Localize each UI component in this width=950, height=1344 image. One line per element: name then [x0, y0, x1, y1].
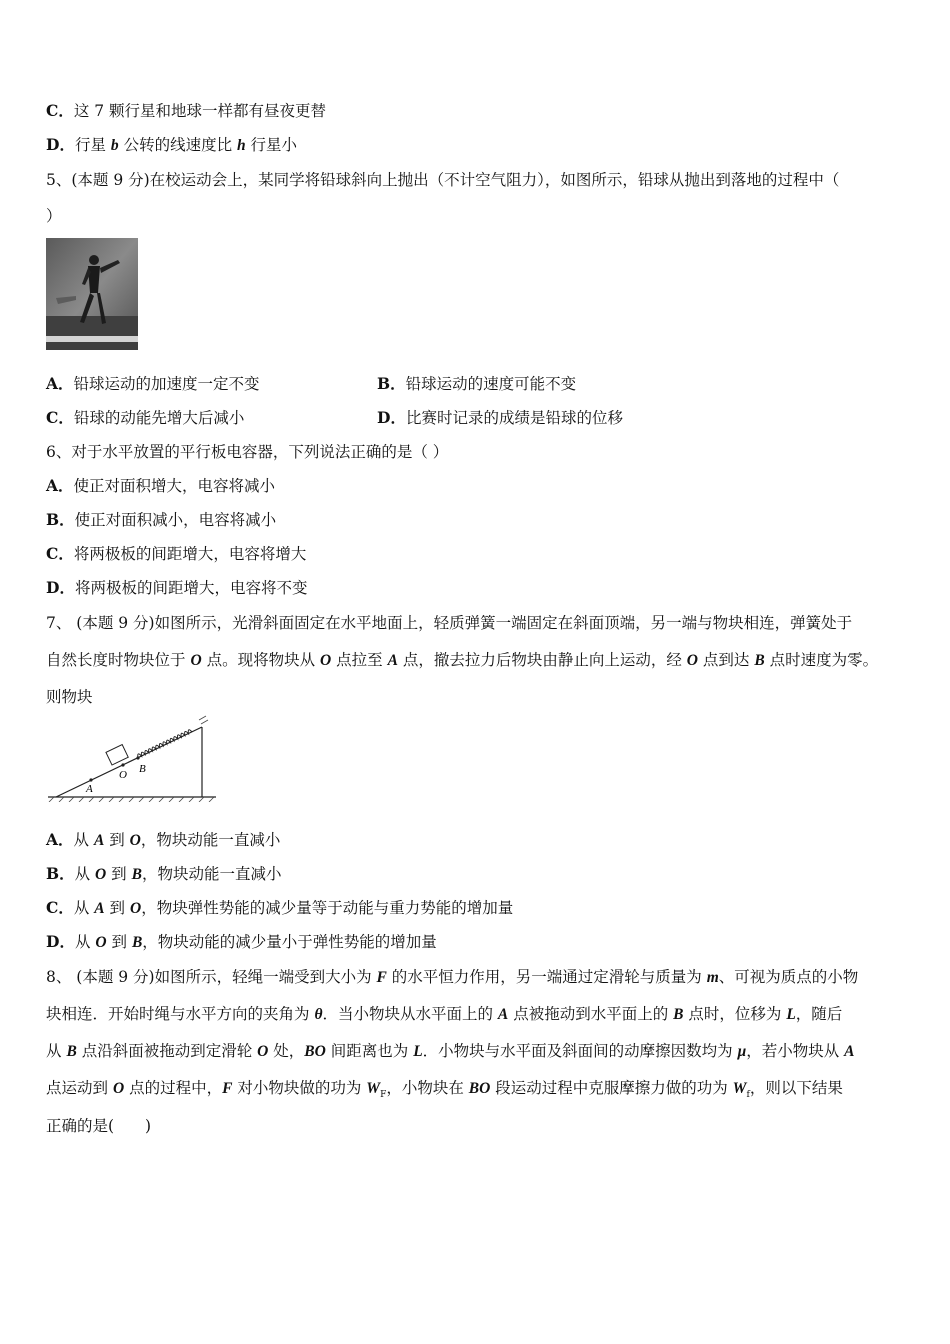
shot-put-photo — [46, 238, 138, 350]
spring — [136, 729, 192, 758]
q8-stem-line3: 从 B 点沿斜面被拖动到定滑轮 O 处，BO 间距离也为 L．小物块与水平面及斜面间的动摩擦因数均为 μ，若小物块从 A — [46, 1042, 855, 1060]
q6-option-c: C．将两极板的间距增大，电容将增大 — [46, 544, 307, 563]
option-label: B． — [377, 374, 406, 393]
q7-option-d: D．从 O 到 B，物块动能的减少量小于弹性势能的增加量 — [46, 932, 437, 951]
option-label: C． — [46, 101, 74, 120]
option-label: A． — [46, 374, 74, 393]
q5-option-b: B．铅球运动的速度可能不变 — [377, 374, 577, 393]
q7-stem-line1: 7、 (本题 9 分)如图所示，光滑斜面固定在水平地面上，轻质弹簧一端固定在斜面顶端，另一端与物块相连，弹簧处于 — [46, 614, 853, 632]
q8-stem-line2: 块相连．开始时绳与水平方向的夹角为 θ．当小物块从水平面上的 A 点被拖动到水平面上的 B 点时，位移为 L，随后 — [46, 1005, 843, 1023]
incline-surface — [56, 727, 202, 797]
fixture-hatch — [199, 716, 208, 724]
q6-stem: 6、对于水平放置的平行板电容器，下列说法正确的是（ ） — [46, 443, 449, 461]
option-label: D． — [377, 408, 406, 427]
q7-stem-line2: 自然长度时物块位于 O 点。现将物块从 O 点拉至 A 点，撤去拉力后物块由静止向上运动，经 O 点到达 B 点时速度为零。 — [46, 651, 879, 669]
q8-stem-line5: 正确的是( ) — [46, 1117, 152, 1135]
option-label: A． — [46, 476, 74, 495]
option-label: C． — [46, 408, 74, 427]
label-o: O — [119, 769, 127, 781]
q4-option-d: D．行星 b 公转的线速度比 h 行星小 — [46, 135, 298, 154]
q7-option-b: B．从 O 到 B，物块动能一直减小 — [46, 864, 282, 883]
option-label: C． — [46, 544, 74, 563]
point-b-dot — [136, 756, 139, 759]
option-label: D． — [46, 135, 75, 154]
q5-stem-cont: ） — [46, 207, 62, 225]
q4-option-c: C．这 7 颗行星和地球一样都有昼夜更替 — [46, 101, 327, 120]
option-label: A． — [46, 830, 74, 849]
block — [106, 745, 128, 765]
incline-spring-diagram — [46, 712, 221, 802]
q5-option-c: C．铅球的动能先增大后减小 — [46, 408, 245, 427]
option-label: B． — [46, 864, 75, 883]
option-label: D． — [46, 578, 75, 597]
q6-option-b: B．使正对面积减小，电容将减小 — [46, 510, 277, 529]
q7-option-c: C．从 A 到 O，物块弹性势能的减少量等于动能与重力势能的增加量 — [46, 898, 514, 917]
q7-option-a: A．从 A 到 O，物块动能一直减小 — [46, 830, 281, 849]
ground-hatch — [49, 797, 214, 802]
q6-option-a: A．使正对面积增大，电容将减小 — [46, 476, 276, 495]
q7-stem-line3: 则物块 — [46, 688, 93, 706]
label-a: A — [86, 783, 93, 795]
photo-image — [46, 238, 138, 350]
q5-stem: 5、(本题 9 分)在校运动会上，某同学将铅球斜向上抛出（不计空气阻力），如图所示，铅球从抛出到落地的过程中（ — [46, 171, 840, 189]
option-label: D． — [46, 932, 75, 951]
label-b: B — [139, 763, 146, 775]
option-label: C． — [46, 898, 74, 917]
q5-option-a: A．铅球运动的加速度一定不变 — [46, 374, 260, 393]
q8-stem-line4: 点运动到 O 点的过程中，F 对小物块做的功为 $W_F$，小物块在 BO 段运动过程中克服摩擦力做的功为 $W_f$，则以下结果 — [46, 1079, 843, 1101]
q8-stem-line1: 8、 (本题 9 分)如图所示，轻绳一端受到大小为 F 的水平恒力作用，另一端通过定滑轮与质量为 m、可视为质点的小物 — [46, 968, 859, 986]
option-label: B． — [46, 510, 75, 529]
point-a-dot — [89, 778, 92, 781]
point-o-dot — [121, 763, 124, 766]
q5-option-d: D．比赛时记录的成绩是铅球的位移 — [377, 408, 623, 427]
q6-option-d: D．将两极板的间距增大，电容将不变 — [46, 578, 308, 597]
